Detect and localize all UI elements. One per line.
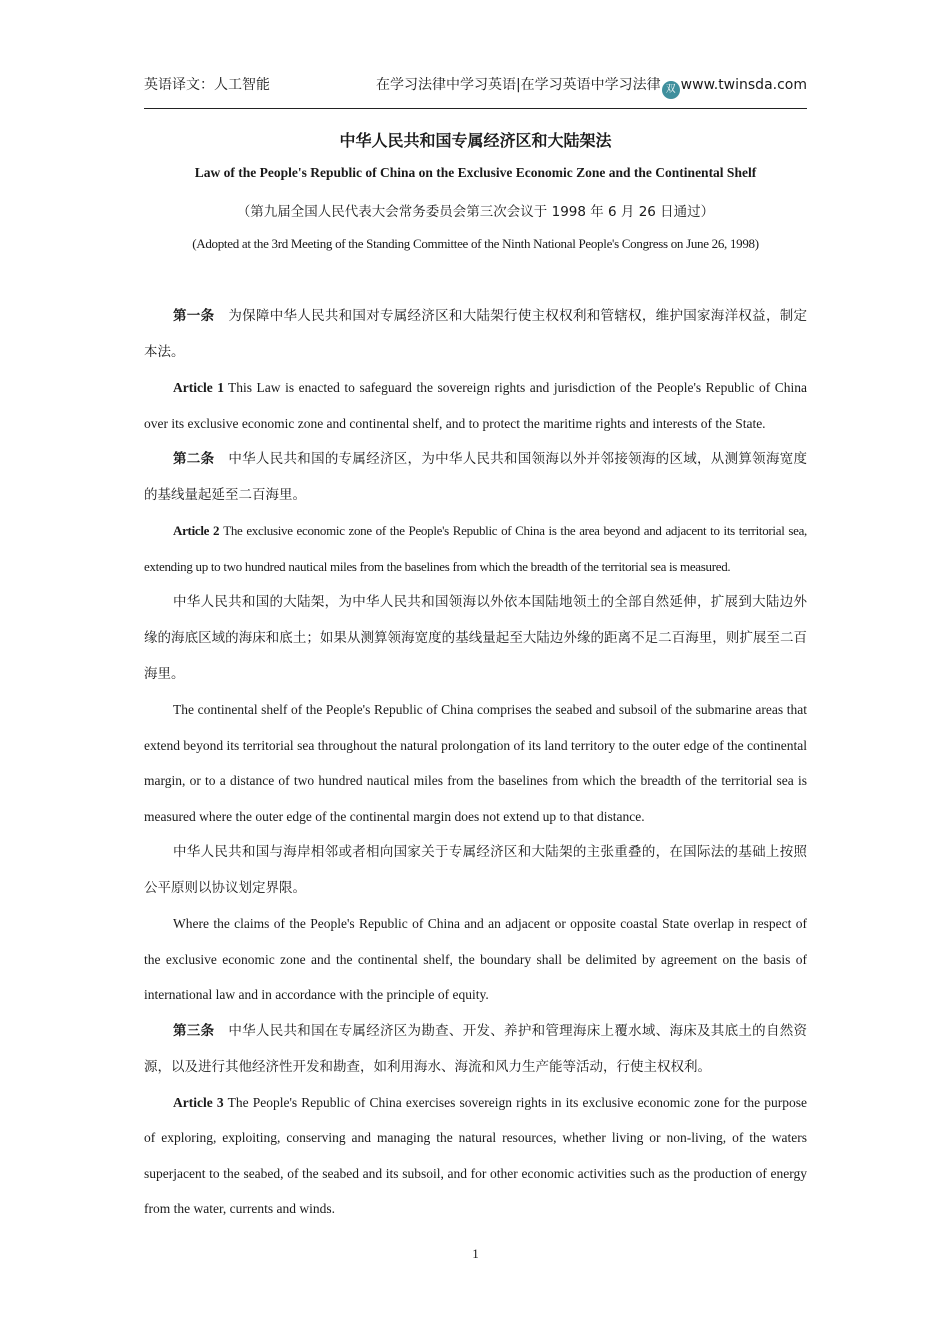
- document-title-en: Law of the People's Republic of China on the Exclusive Economic Zone and the Continental Shelf: [194, 165, 757, 180]
- article-text: The exclusive economic zone of the People's Republic of China is the area beyond and adjacent to its territorial sea, extending up to two hundred nautical miles from the baselines from which the breadth of the territorial sea is measured.: [144, 523, 807, 574]
- header-divider: [144, 108, 807, 109]
- twinsda-logo-icon: 双: [662, 81, 680, 99]
- article-label: 第二条: [173, 451, 215, 467]
- article-label: Article 1: [173, 380, 225, 395]
- article-label: Article 2: [173, 523, 220, 538]
- article-2-para-3-cn: 中华人民共和国与海岸相邻或者相向国家关于专属经济区和大陆架的主张重叠的，在国际法的基础上按照公平原则以协议划定界限。: [144, 844, 807, 896]
- article-2-para-3-en: Where the claims of the People's Republic of China and an adjacent or opposite coastal State overlap in respect of the exclusive economic zone and the continental shelf, the boundary shall be delimited by agreement on the basis of international law and in accordance with the principle of equity.: [144, 916, 807, 1002]
- article-2-en: [144, 513, 807, 584]
- header-slogan: [376, 74, 807, 99]
- article-text: 中华人民共和国在专属经济区为勘查、开发、养护和管理海床上覆水域、海床及其底土的自然资源，以及进行其他经济性开发和勘查，如利用海水、海流和风力生产能等活动，行使主权权利。: [144, 1022, 808, 1075]
- article-1-en: [144, 370, 807, 441]
- article-3-cn: [144, 1013, 807, 1085]
- article-text: The People's Republic of China exercises sovereign rights in its exclusive economic zone for the purpose of exploring, exploiting, conserving and managing the natural resources, whether living or non-living, of the waters superjacent to the seabed, of the seabed and its subsoil, and for other economic activities such as the production of energy from the water, currents and winds.: [144, 1094, 807, 1216]
- adoption-note-en: (Adopted at the 3rd Meeting of the Standing Committee of the Ninth National People's Congress on June 26, 1998): [192, 236, 759, 251]
- header-slogan-text: 在学习法律中学习英语|在学习英语中学习法律: [375, 77, 661, 93]
- document-title-cn: 中华人民共和国专属经济区和大陆架法: [339, 131, 612, 150]
- adoption-note-cn: （第九届全国人民代表大会常务委员会第三次会议于 1998 年 6 月 26 日通过）: [236, 204, 715, 220]
- article-text: 为保障中华人民共和国对专属经济区和大陆架行使主权权利和管辖权，维护国家海洋权益，制定本法。: [144, 308, 808, 360]
- header-category: 英语译文：人工智能: [144, 77, 270, 93]
- article-2-para-2-en: The continental shelf of the People's Republic of China comprises the seabed and subsoil of the submarine areas that extend beyond its territorial sea throughout the natural prolongation of its land territory to the outer edge of the continental margin, or to a distance of two hundred nautical miles from the baselines from which the breadth of the territorial sea is measured where the outer edge of the continental margin does not extend up to that distance.: [144, 702, 807, 824]
- article-label: 第一条: [173, 308, 215, 324]
- header-url-link[interactable]: www.twinsda.com: [680, 77, 807, 93]
- article-text: This Law is enacted to safeguard the sovereign rights and jurisdiction of the People's Republic of China over its exclusive economic zone and continental shelf, and to protect the maritime rights and interests of the State.: [144, 380, 807, 431]
- document-body: [144, 298, 807, 1227]
- article-1-cn: [144, 298, 807, 370]
- article-2-para-2-cn: 中华人民共和国的大陆架，为中华人民共和国领海以外依本国陆地领土的全部自然延伸，扩展到大陆边外缘的海底区域的海床和底土；如果从测算领海宽度的基线量起至大陆边外缘的距离不足二百海里，则扩展至二百海里。: [144, 594, 807, 682]
- article-2-cn: [144, 441, 807, 513]
- article-3-en: [144, 1085, 807, 1227]
- page-header: [144, 72, 807, 94]
- article-text: 中华人民共和国的专属经济区，为中华人民共和国领海以外并邻接领海的区域，从测算领海宽度的基线量起延至二百海里。: [144, 451, 808, 503]
- article-label: Article 3: [173, 1094, 224, 1110]
- page-number: 1: [472, 1246, 479, 1261]
- article-label: 第三条: [173, 1022, 215, 1039]
